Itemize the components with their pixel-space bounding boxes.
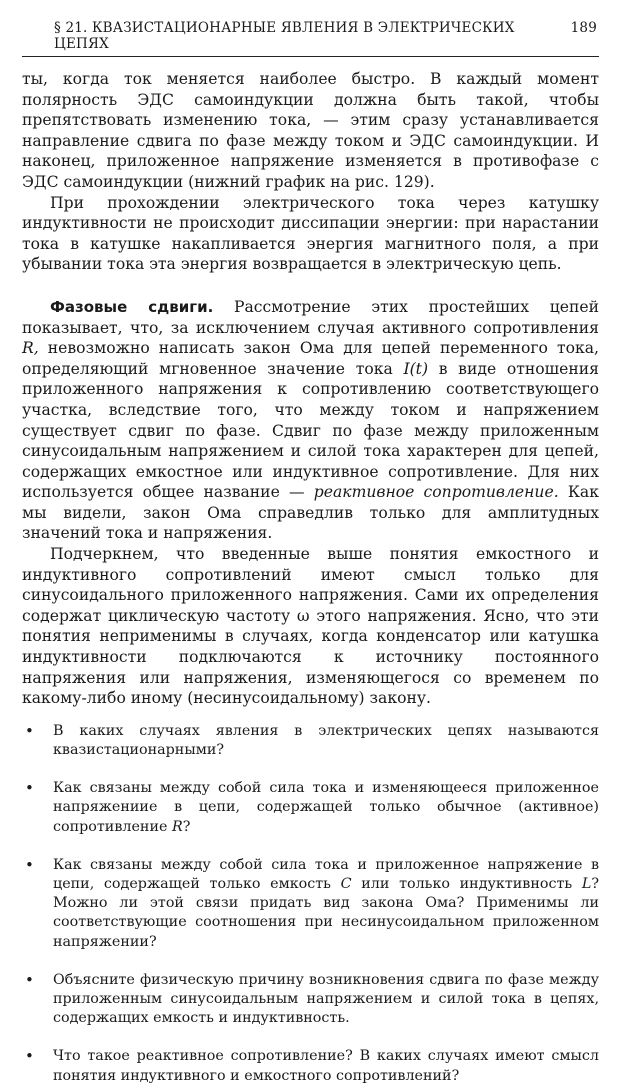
paragraph-continuation: ты, когда ток меняется наиболее быстро. В каждый момент полярность ЭДС самоиндукции должна быть такой, чтобы препятствовать изменению тока, — этим сразу устанавливается направление сдвига по фазе между током и ЭДС самоиндукции. И наконец, приложенное напряжение изменяется в противофазе с ЭДС самоиндукции (нижний график на рис. 129). (22, 70, 599, 191)
question-text: Объясните физическую причину возникновения сдвига по фазе между приложенным синусоидальным напряжением и силой тока в цепях, содержащих емкость и индуктивность. (53, 971, 599, 1027)
running-header (22, 20, 599, 56)
question-text: В каких случаях явления в электрических цепях называются квазистационарными? (53, 722, 599, 759)
section-gap (22, 275, 599, 297)
paragraph-energy: При прохождении электрического тока через катушку индуктивности не происходит диссипации энергии: при нарастании тока в катушке накапливается энергия магнитного поля, а при убывании тока эта энергия возвращается в электрическую цепь. (22, 193, 599, 274)
term-reactive-resistance: реактивное сопротивление. (313, 483, 559, 502)
symbol-R: R, (22, 339, 39, 358)
bullet-icon: • (25, 721, 34, 740)
running-title: § 21. КВАЗИСТАЦИОНАРНЫЕ ЯВЛЕНИЯ В ЭЛЕКТРИЧЕСКИХ ЦЕПЯХ (54, 20, 515, 52)
paragraph-phase-shifts: Фазовые сдвиги. Рассмотрение этих простейших цепей показывает, что, за исключением случая активного сопротивления R, невозможно написать закон Ома для цепей переменного тока, определяющий мгновенное значение тока I(t) в виде отношения приложенного напряжения к сопротивлению соответствующего участка, вследствие того, что между током и напряжением существует сдвиг по фазе. Сдвиг по фазе между приложенным синусоидальным напряжением и силой тока характерен для цепей, содержащих емкостное или индуктивное сопротивление. Для них используется общее название — реактивное сопротивление. Как мы видели, закон Ома справедлив только для амплитудных значений тока и напряжения. (22, 297, 599, 543)
paragraph-sinusoidal: Подчеркнем, что введенные выше понятия емкостного и индуктивного сопротивлений имеют смысл только для синусоидального приложенного напряжения. Сами их определения содержат циклическую частоту ω этого напряжения. Ясно, что эти понятия неприменимы в случаях, когда конденсатор или катушка индуктивности подключаются к источнику постоянного напряжения или напряжения, изменяющегося со временем по какому-либо иному (несинусоидальному) закону. (22, 545, 599, 708)
symbol-I-t: I(t) (403, 359, 429, 378)
header-rule (22, 56, 599, 57)
question-item (22, 1047, 599, 1085)
main-text (22, 69, 599, 709)
question-item (22, 779, 599, 837)
question-text: Что такое реактивное сопротивление? В каких случаях имеют смысл понятия индуктивного и емкостного сопротивлений? (53, 1048, 599, 1084)
question-text: Как связаны между собой сила тока и приложенное напряжение в цепи, содержащей только емкость C или только индуктивность L? Можно ли этой связи придать вид закона Ома? Применимы ли соответствующие соотношения при несинусоидальном приложенном напряжении? (53, 856, 600, 950)
review-questions (22, 722, 599, 1086)
bullet-icon: • (25, 970, 34, 989)
bullet-icon: • (25, 855, 34, 874)
question-text: Как связаны между собой сила тока и изменяющееся приложенное напряжениие в цепи, содержащей только обычное (активное) сопротивление R? (53, 780, 599, 835)
section-heading: Фазовые сдвиги. (50, 297, 214, 316)
bullet-icon: • (25, 1047, 34, 1066)
symbol-L: L (581, 876, 592, 893)
page-number: 189 (570, 20, 597, 36)
symbol-C: C (340, 876, 352, 893)
bullet-icon: • (25, 779, 34, 798)
question-item (22, 722, 599, 760)
question-item (22, 856, 599, 952)
symbol-R: R (172, 818, 183, 835)
